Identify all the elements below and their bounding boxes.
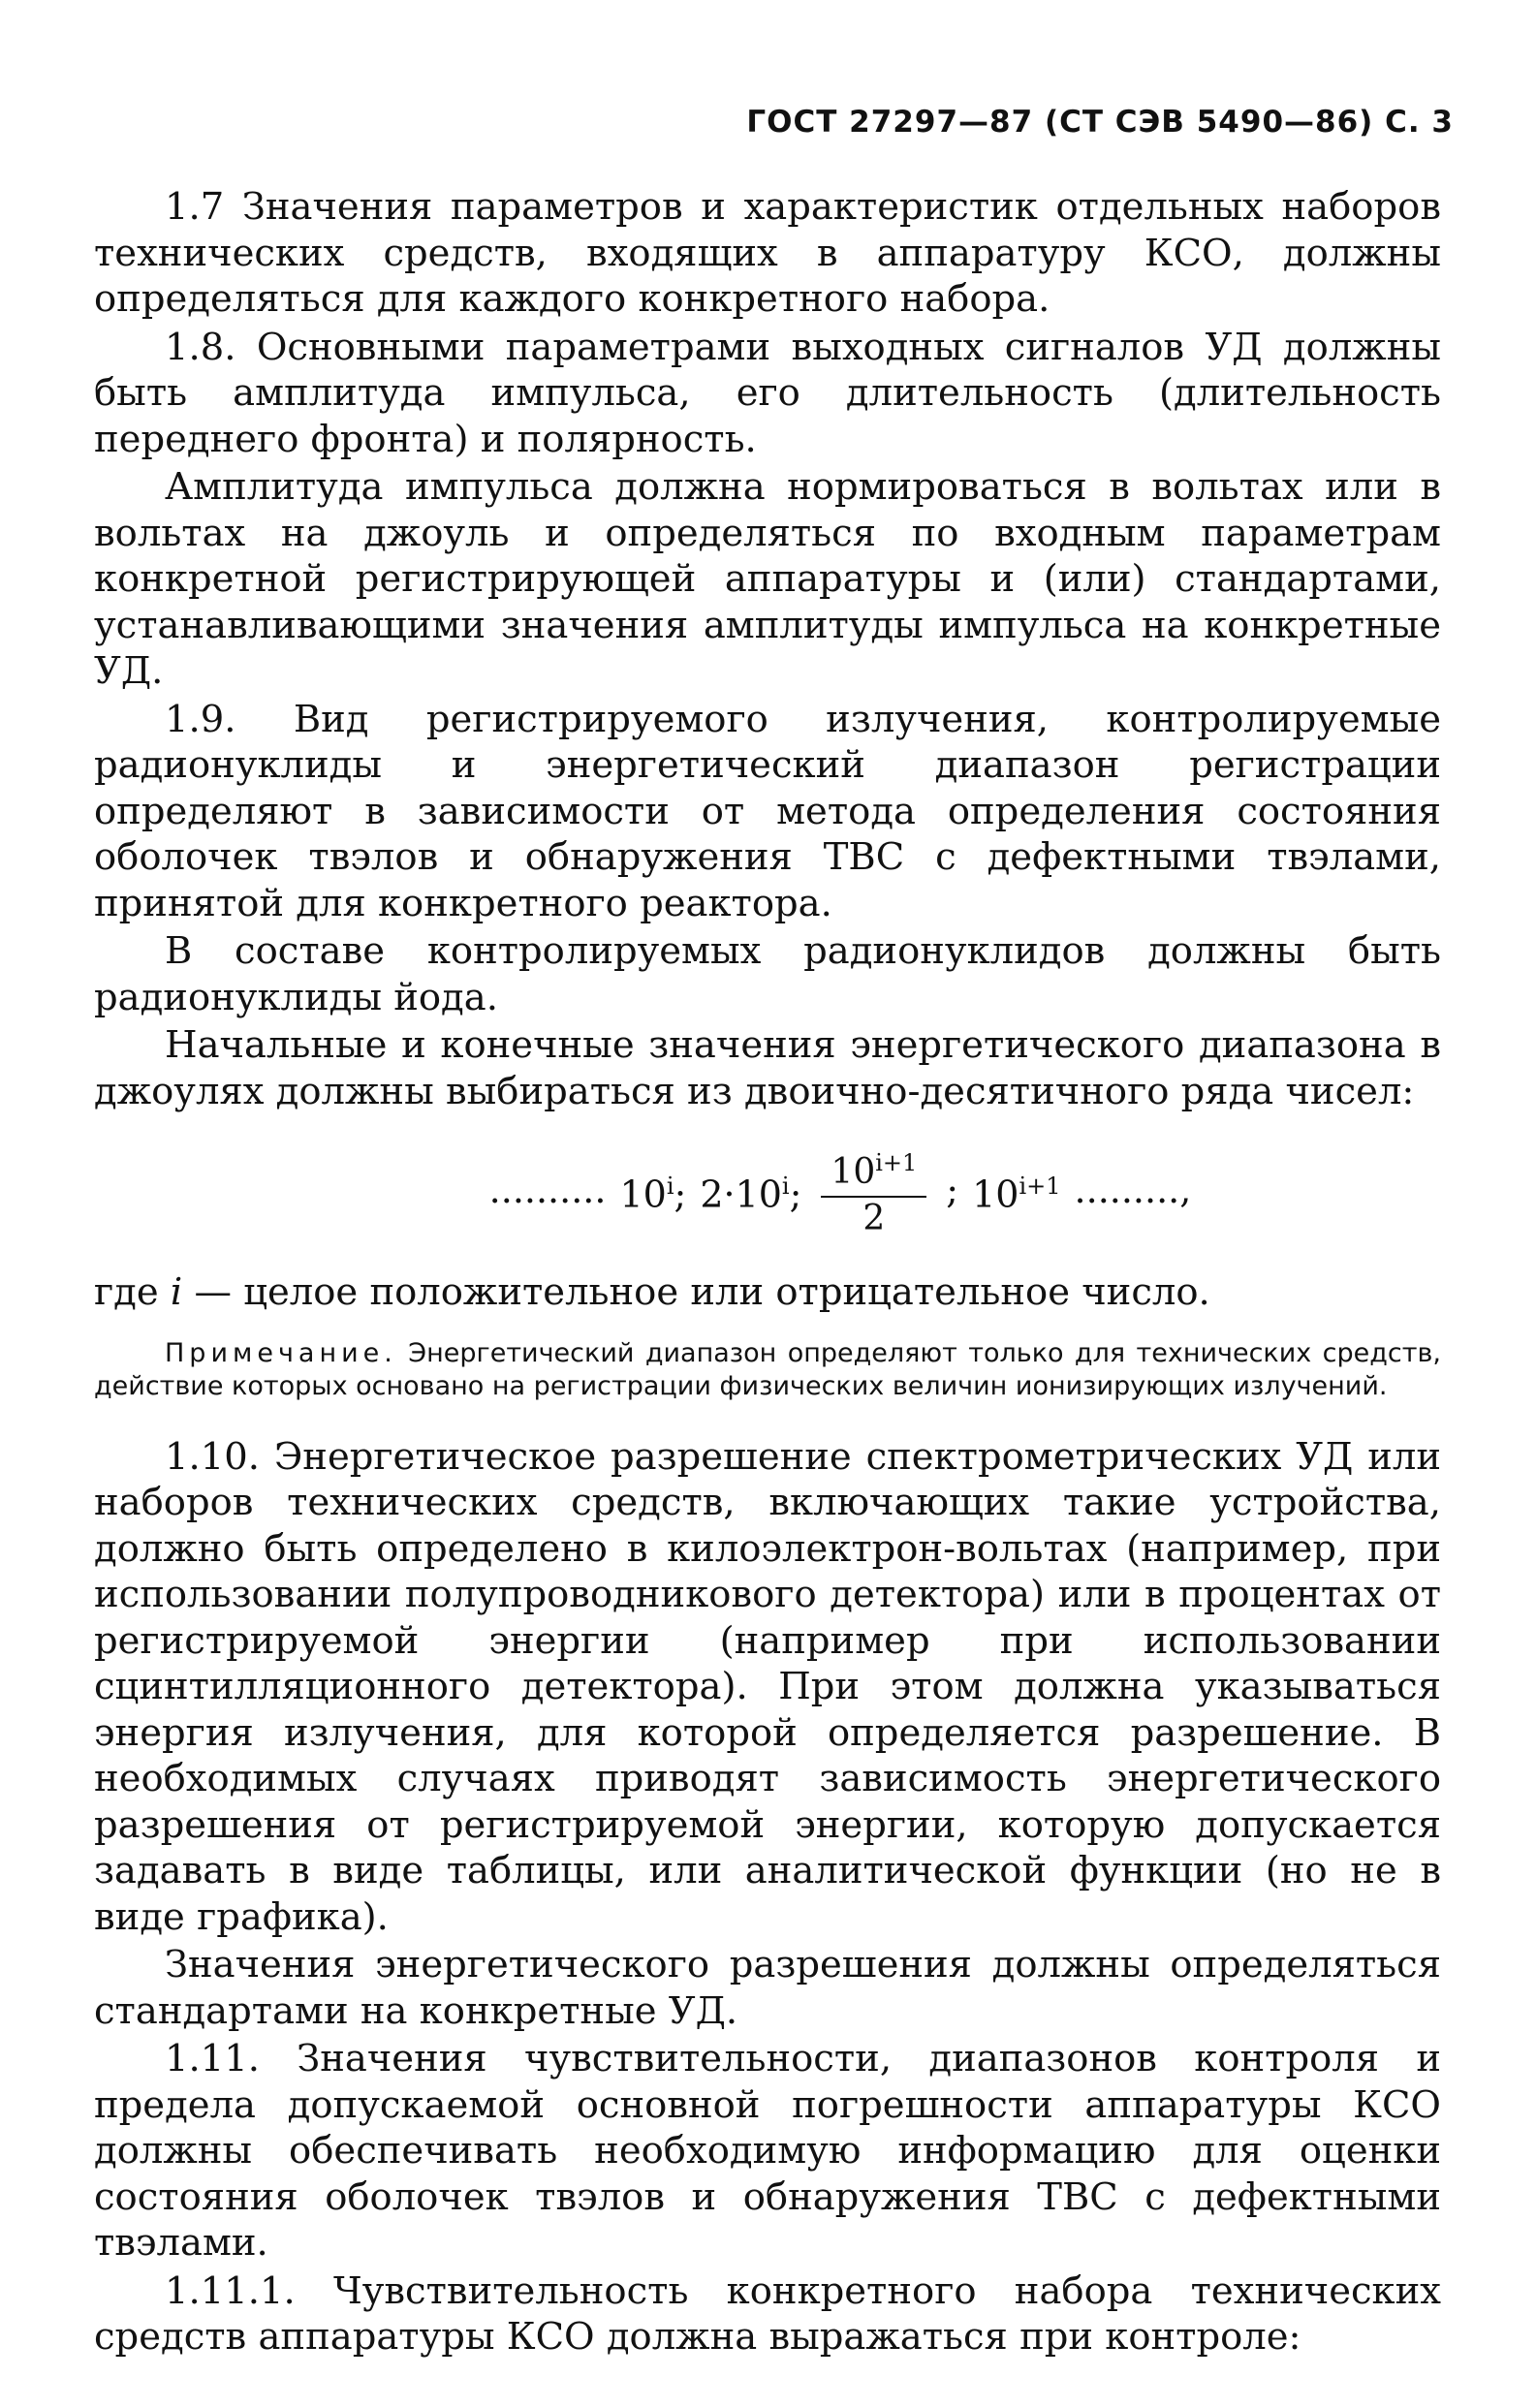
note-label: Примечание. xyxy=(165,1337,397,1368)
fraction-denominator: 2 xyxy=(862,1199,886,1238)
formula-sep: ; xyxy=(946,1169,959,1212)
paragraph-1-10-values: Значения энергетического разрешения должны определяться стандартами на конкретные УД. xyxy=(94,1943,1441,2033)
fraction-numerator: $10^{i+1}$ xyxy=(821,1141,926,1198)
formula-term-3: $10^{i+1}$ xyxy=(972,1172,1061,1216)
formula-fraction xyxy=(821,1141,926,1240)
paragraph-1-10: 1.10. Энергетическое разрешение спектрометрических УД или наборов технических средств, включающих такие устройства, должно быть определено в килоэлектрон-вольтах (например, при использовании полупроводникового детектора) или в процентах от регистрируемой энергии (например при использовании сцинтилляционного детектора). При этом должна указываться энергия излучения, для которой определяется разрешение. В необходимых случаях приводят зависимость энергетического разрешения от регистрируемой энергии, которую допускается задавать в виде таблицы, или аналитической функции (но не в виде графика). xyxy=(94,1434,1441,1939)
formula-explanation: где i — целое положительное или отрицательное число. xyxy=(94,1270,1210,1314)
body-text xyxy=(94,184,1441,2362)
paragraph-1-8-amplitude: Амплитуда импульса должна нормироваться в вольтах или в вольтах на джоуль и определяться по входным параметрам конкретной регистрирующей аппаратуры и (или) стандартами, устанавливающими значения амплитуды импульса на конкретные УД. xyxy=(94,465,1441,693)
paragraph-1-9: 1.9. Вид регистрируемого излучения, контролируемые радионуклиды и энергетический диапазон регистрации определяют в зависимости от метода определения состояния оболочек твэлов и обнаружения ТВС с дефектными твэлами, принятой для конкретного реактора. xyxy=(94,697,1441,925)
number-series-formula xyxy=(94,1141,1441,1240)
variable-i: i xyxy=(170,1270,183,1314)
paragraph-1-9-range: Начальные и конечные значения энергетического диапазона в джоулях должны выбираться из двоично-десятичного ряда чисел: xyxy=(94,1023,1441,1113)
paragraph-1-7: 1.7 Значения параметров и характеристик отдельных наборов технических средств, входящих в аппаратуру КСО, должны определяться для каждого конкретного набора. xyxy=(94,185,1441,321)
paragraph-1-9-iodine: В составе контролируемых радионуклидов должны быть радионуклиды йода. xyxy=(94,929,1441,1019)
formula-trail-dots: ........., xyxy=(1074,1169,1192,1212)
formula-term-2: $2\cdot 10^i$; xyxy=(700,1172,802,1216)
running-header: ГОСТ 27297—87 (СТ СЭВ 5490—86) С. 3 xyxy=(746,105,1454,140)
paragraph-1-8: 1.8. Основными параметрами выходных сигналов УД должны быть амплитуда импульса, его длительность (длительность переднего фронта) и полярность. xyxy=(94,325,1441,461)
paragraph-1-11: 1.11. Значения чувствительности, диапазонов контроля и предела допускаемой основной погрешности аппаратуры КСО должны обеспечивать необходимую информацию для оценки состояния оболочек твэлов и обнаружения ТВС с дефектными твэлами. xyxy=(94,2037,1441,2265)
formula-term-1: 10$^i$; xyxy=(619,1172,687,1216)
note-text: Энергетический диапазон определяют только для технических средств, действие которых основано на регистрации физических величин ионизирующих излучений. xyxy=(94,1337,1441,1401)
formula-lead-dots: .......... xyxy=(488,1169,607,1212)
note xyxy=(94,1337,1441,1403)
paragraph-1-11-1: 1.11.1. Чувствительность конкретного набора технических средств аппаратуры КСО должна выражаться при контроле: xyxy=(94,2268,1441,2359)
